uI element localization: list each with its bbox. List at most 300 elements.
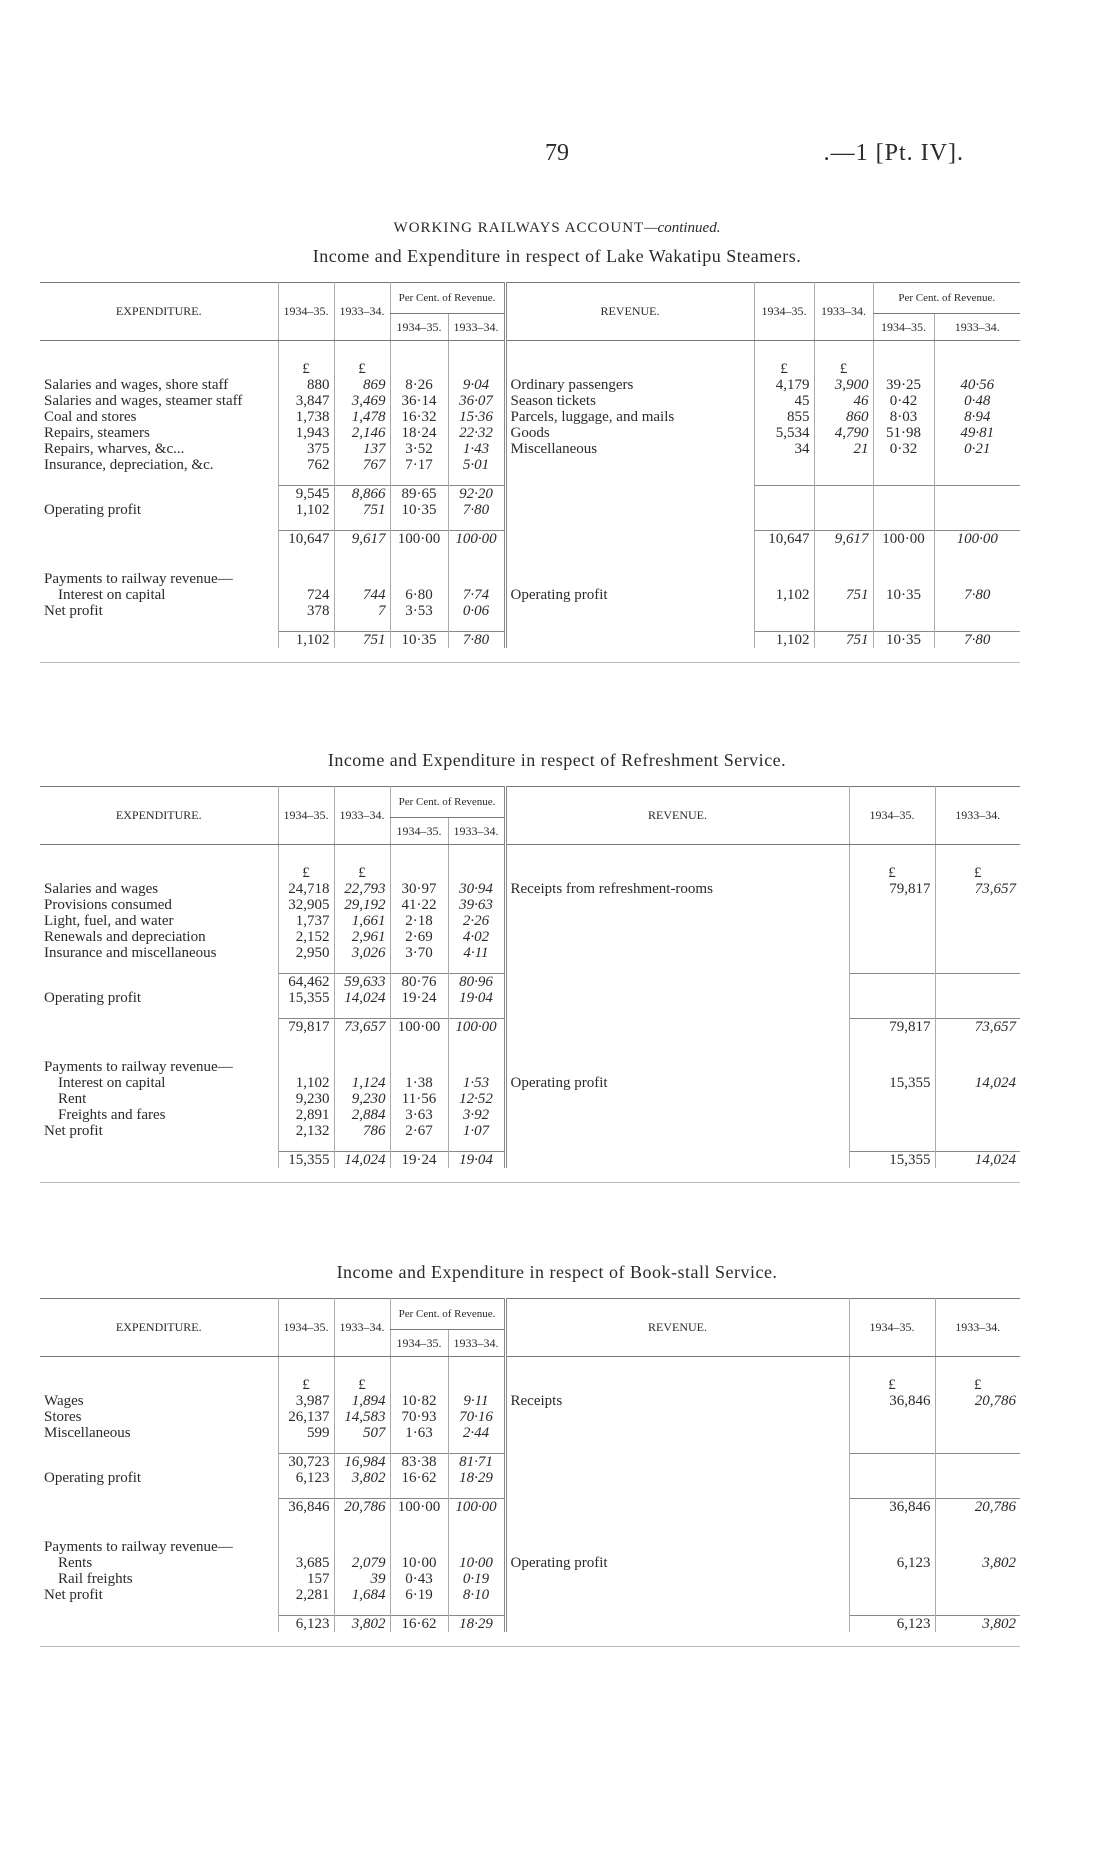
row-label: [505, 1499, 849, 1516]
row-label-text: Net profit: [44, 1587, 103, 1603]
total-pct-1934-35-value: 19·24: [401, 1152, 437, 1168]
row-label: [505, 1123, 849, 1139]
revenue-1933-34: [814, 518, 873, 531]
running-title-suffix: —continued.: [644, 220, 721, 236]
revenue-1934-35: [754, 587, 814, 603]
revenue-1934-35: [849, 1075, 935, 1091]
total-pct-1934-35-value: 100·00: [397, 531, 441, 547]
row-label: [40, 377, 278, 393]
amount-1933-34: [334, 929, 390, 945]
percent-1933-34: [448, 881, 505, 897]
header-year2: 1933–34.: [935, 787, 1020, 845]
percent-1933-34: [448, 1603, 505, 1616]
revenue-pct-1934-35-value: 0·42: [889, 393, 918, 409]
row-label-text: Wages: [44, 1393, 84, 1409]
percent-1934-35-value: 16·62: [401, 1470, 437, 1486]
total-1934-35: [278, 1616, 334, 1633]
section-title-book-stall: Income and Expenditure in respect of Book-stall Service.: [336, 1262, 778, 1282]
percent-1934-35-value: 3·70: [405, 945, 433, 961]
total-pct-1934-35: [390, 1616, 448, 1633]
row-label: [505, 619, 754, 632]
percent-1934-35: [390, 603, 448, 619]
header-per-cent: Per Cent. of Revenue.: [390, 1299, 505, 1330]
header-pc-year2: 1933–34.: [448, 1330, 505, 1357]
blank: [390, 1059, 448, 1075]
revenue-pct-1934-35: [873, 502, 934, 518]
revenue-1933-34: [935, 1515, 1020, 1527]
revenue-total-pct-1934-35: [873, 531, 934, 548]
revenue-pct-1933-34: [934, 603, 1020, 619]
amount-1933-34-value: 39: [370, 1571, 386, 1587]
revenue-total-1933-34: [814, 531, 873, 548]
row-label: [505, 1603, 849, 1616]
blank: [390, 865, 448, 881]
percent-1934-35: [390, 1587, 448, 1603]
row-label-text: Interest on capital: [58, 587, 166, 603]
table-row: [40, 1470, 1020, 1486]
amount-1934-35: [278, 1123, 334, 1139]
amount-1934-35: [278, 1555, 334, 1571]
table-row: [40, 1152, 1020, 1169]
percent-1933-34-value: 9·11: [463, 1393, 489, 1409]
row-label-text: Stores: [44, 1409, 82, 1425]
amount-1934-35: [278, 393, 334, 409]
percent-1934-35: [390, 929, 448, 945]
header-year1: 1934–35.: [849, 1299, 935, 1357]
row-label: [505, 1091, 849, 1107]
blank: [448, 1539, 505, 1555]
pound-sign: [278, 1377, 334, 1393]
revenue-1934-35-value: 1,102: [775, 587, 810, 603]
amount-1933-34: [334, 393, 390, 409]
percent-1934-35: [390, 377, 448, 393]
amount-1933-34-value: 1,124: [351, 1075, 386, 1091]
percent-1933-34: [448, 603, 505, 619]
percent-1934-35-value: 30·97: [401, 881, 437, 897]
revenue-pct-1933-34-value: 7·80: [964, 587, 991, 603]
row-label: [40, 1035, 278, 1047]
revenue-1934-35: [849, 913, 935, 929]
revenue-1934-35: [849, 961, 935, 974]
row-label: [40, 945, 278, 961]
row-label: [40, 1454, 278, 1471]
row-label: [40, 603, 278, 619]
percent-1933-34-value: 39·63: [459, 897, 493, 913]
percent-1933-34: [448, 990, 505, 1006]
total-pct-1933-34-value: 19·04: [459, 1152, 493, 1168]
amount-1933-34: [334, 1047, 390, 1059]
row-label-text: Operating profit: [510, 1075, 608, 1091]
revenue-1933-34: [935, 1555, 1020, 1571]
table-row: [40, 929, 1020, 945]
table-row: [40, 961, 1020, 974]
percent-1933-34-value: 0·06: [462, 603, 490, 619]
amount-1934-35: [278, 1409, 334, 1425]
row-label: [505, 881, 849, 897]
revenue-1933-34: [935, 1425, 1020, 1441]
amount-1934-35-value: 2,281: [295, 1587, 330, 1603]
percent-1933-34: [448, 1393, 505, 1409]
revenue-1934-35: [849, 1441, 935, 1454]
percent-1933-34: [448, 1587, 505, 1603]
amount-1933-34-value: 29,192: [344, 897, 386, 913]
amount-1933-34: [334, 897, 390, 913]
revenue-1934-35: [849, 1470, 935, 1486]
pound-sign-value: £: [888, 865, 896, 881]
revenue-pct-1934-35: [873, 547, 934, 559]
revenue-pct-1934-35-value: 39·25: [886, 377, 921, 393]
header-year2: 1933–34.: [334, 787, 390, 845]
row-label: [40, 1091, 278, 1107]
amount-1933-34: [334, 1515, 390, 1527]
total-1933-34-value: 14,024: [344, 1152, 386, 1168]
percent-1934-35: [390, 518, 448, 531]
revenue-pct-1933-34: [934, 393, 1020, 409]
percent-1933-34-value: 1·53: [462, 1075, 490, 1091]
revenue-total-1934-35: [849, 1019, 935, 1036]
row-label-text: Salaries and wages: [44, 881, 159, 897]
percent-1934-35-value: 70·93: [401, 1409, 437, 1425]
percent-1933-34: [448, 425, 505, 441]
total-pct-1933-34: [448, 1499, 505, 1516]
revenue-total-1933-34-value: 3,802: [982, 1616, 1016, 1632]
row-label-text: Season tickets: [510, 393, 596, 409]
revenue-1934-35: [849, 1059, 935, 1075]
amount-1934-35: [278, 1091, 334, 1107]
amount-1934-35-value: 24,718: [288, 881, 330, 897]
percent-1934-35-value: 11·56: [401, 1091, 437, 1107]
row-label: [505, 1107, 849, 1123]
total-1933-34: [334, 1019, 390, 1036]
revenue-pct-1934-35: [873, 441, 934, 457]
pound-sign-value: £: [302, 361, 310, 377]
table-row: [40, 990, 1020, 1006]
row-label-text: Rail freights: [58, 1571, 133, 1587]
percent-1933-34: [448, 1555, 505, 1571]
total-1934-35: [278, 632, 334, 649]
header-per-cent: Per Cent. of Revenue.: [873, 283, 1020, 314]
total-1933-34: [334, 1499, 390, 1516]
row-label-text: Miscellaneous: [44, 1425, 131, 1441]
percent-1934-35: [390, 974, 448, 991]
row-label: [40, 1377, 278, 1393]
row-label: [40, 1075, 278, 1091]
table-row: [40, 1603, 1020, 1616]
amount-1934-35-value: 375: [307, 441, 330, 457]
percent-1933-34-value: 15·36: [459, 409, 493, 425]
row-label-text: Net profit: [44, 1123, 103, 1139]
amount-1934-35: [278, 377, 334, 393]
total-1934-35-value: 79,817: [288, 1019, 330, 1035]
percent-1933-34-value: 4·11: [463, 945, 489, 961]
revenue-pct-1934-35: [873, 473, 934, 486]
amount-1933-34-value: 22,793: [344, 881, 386, 897]
header-year1: 1934–35.: [278, 1299, 334, 1357]
revenue-1934-35: [754, 559, 814, 571]
amount-1934-35-value: 724: [307, 587, 330, 603]
header-year2: 1933–34.: [814, 283, 873, 341]
revenue-pct-1934-35: [873, 603, 934, 619]
amount-1934-35-value: 1,102: [295, 502, 330, 518]
revenue-1933-34: [935, 961, 1020, 974]
amount-1934-35: [278, 1470, 334, 1486]
amount-1933-34: [334, 425, 390, 441]
row-label: [505, 1539, 849, 1555]
percent-1934-35-value: 1·63: [405, 1425, 433, 1441]
blank: [278, 1539, 334, 1555]
row-label: [40, 1152, 278, 1169]
amount-1933-34: [334, 1123, 390, 1139]
row-label: [40, 1059, 278, 1075]
revenue-pct-1934-35: [873, 486, 934, 503]
row-label-text: Rent: [58, 1091, 87, 1107]
blank: [278, 571, 334, 587]
amount-1934-35: [278, 961, 334, 974]
amount-1934-35: [278, 547, 334, 559]
row-label-text: Operating profit: [44, 990, 142, 1006]
percent-1934-35: [390, 881, 448, 897]
revenue-1933-34: [814, 377, 873, 393]
revenue-1933-34-value: 20,786: [974, 1393, 1016, 1409]
row-label: [40, 409, 278, 425]
total-1933-34-value: 73,657: [344, 1019, 386, 1035]
revenue-1933-34: [814, 457, 873, 473]
running-title: [0, 220, 1114, 237]
row-label-text: Provisions consumed: [44, 897, 172, 913]
revenue-total-1934-35: [849, 1616, 935, 1633]
percent-1933-34: [448, 1527, 505, 1539]
header-pc-year1: 1934–35.: [390, 1330, 448, 1357]
row-label-text: Miscellaneous: [510, 441, 598, 457]
pound-sign: [935, 1377, 1020, 1393]
total-pct-1933-34: [448, 1152, 505, 1169]
percent-1934-35: [390, 1123, 448, 1139]
amount-1933-34-value: 137: [363, 441, 386, 457]
revenue-1934-35: [754, 473, 814, 486]
revenue-1934-35: [754, 547, 814, 559]
percent-1933-34-value: 1·07: [462, 1123, 490, 1139]
percent-1933-34: [448, 897, 505, 913]
revenue-1934-35: [849, 1515, 935, 1527]
amount-1934-35-value: 378: [307, 603, 330, 619]
amount-1933-34-value: 869: [363, 377, 386, 393]
amount-1933-34-value: 2,961: [351, 929, 386, 945]
amount-1934-35-value: 3,685: [295, 1555, 330, 1571]
percent-1934-35: [390, 1515, 448, 1527]
table-row: [40, 619, 1020, 632]
revenue-total-1934-35: [754, 531, 814, 548]
amount-1933-34: [334, 587, 390, 603]
revenue-1934-35: [849, 1047, 935, 1059]
percent-1933-34: [448, 559, 505, 571]
revenue-total-1933-34-value: 14,024: [974, 1152, 1016, 1168]
amount-1934-35-value: 2,132: [295, 1123, 330, 1139]
revenue-1933-34: [935, 1035, 1020, 1047]
pound-sign: [814, 361, 873, 377]
table-row: [40, 441, 1020, 457]
row-label: [40, 518, 278, 531]
amount-1933-34-value: 14,583: [344, 1409, 386, 1425]
revenue-pct-1934-35: [873, 457, 934, 473]
row-label: [505, 945, 849, 961]
row-label-text: Ordinary passengers: [510, 377, 634, 393]
revenue-pct-1934-35: [873, 409, 934, 425]
amount-1933-34: [334, 473, 390, 486]
percent-1933-34: [448, 961, 505, 974]
table-row: [40, 361, 1020, 377]
revenue-1934-35-value: 45: [794, 393, 810, 409]
percent-1933-34: [448, 1425, 505, 1441]
revenue-pct-1933-34-value: 8·94: [964, 409, 991, 425]
row-label: [505, 913, 849, 929]
blank: [448, 571, 505, 587]
percent-1933-34: [448, 1441, 505, 1454]
row-label: [40, 1616, 278, 1633]
revenue-1934-35-value: 36,846: [889, 1393, 931, 1409]
blank: [334, 1539, 390, 1555]
percent-1934-35: [390, 945, 448, 961]
pound-sign-value: £: [780, 361, 788, 377]
header-revenue: REVENUE.: [505, 1299, 849, 1357]
amount-1933-34-value: 2,884: [351, 1107, 386, 1123]
percent-1934-35: [390, 1555, 448, 1571]
blank: [934, 361, 1020, 377]
row-label: [40, 1527, 278, 1539]
percent-1933-34: [448, 1075, 505, 1091]
row-label: [40, 1107, 278, 1123]
amount-1934-35-value: 32,905: [288, 897, 330, 913]
percent-1934-35: [390, 1470, 448, 1486]
revenue-1933-34: [935, 1470, 1020, 1486]
table-row: [40, 1035, 1020, 1047]
amount-1933-34: [334, 974, 390, 991]
percent-1934-35: [390, 425, 448, 441]
row-label: [40, 547, 278, 559]
amount-1933-34: [334, 881, 390, 897]
revenue-pct-1933-34: [934, 425, 1020, 441]
row-label: [505, 1587, 849, 1603]
revenue-1934-35: [849, 1539, 935, 1555]
blank: [334, 571, 390, 587]
percent-1934-35-value: 19·24: [401, 990, 437, 1006]
row-label: [40, 1571, 278, 1587]
amount-1933-34-value: 744: [363, 587, 386, 603]
amount-1933-34: [334, 1587, 390, 1603]
percent-1933-34: [448, 547, 505, 559]
pound-sign-value: £: [358, 865, 366, 881]
row-label: [40, 865, 278, 881]
amount-1934-35-value: 599: [307, 1425, 330, 1441]
pound-sign-value: £: [302, 865, 310, 881]
amount-1934-35-value: 1,943: [295, 425, 330, 441]
revenue-1934-35: [849, 990, 935, 1006]
revenue-total-1934-35-value: 6,123: [896, 1616, 931, 1632]
percent-1933-34: [448, 409, 505, 425]
blank: [448, 1377, 505, 1393]
revenue-1933-34: [935, 1059, 1020, 1075]
percent-1933-34: [448, 1035, 505, 1047]
revenue-1933-34: [935, 945, 1020, 961]
total-1934-35: [278, 1499, 334, 1516]
row-label: [40, 1515, 278, 1527]
amount-1933-34: [334, 1454, 390, 1471]
row-label: [40, 587, 278, 603]
row-label: [40, 1006, 278, 1019]
amount-1933-34: [334, 559, 390, 571]
percent-1933-34: [448, 945, 505, 961]
amount-1933-34: [334, 377, 390, 393]
amount-1933-34: [334, 1006, 390, 1019]
amount-1934-35: [278, 1486, 334, 1499]
revenue-pct-1933-34: [934, 547, 1020, 559]
revenue-total-1933-34: [935, 1616, 1020, 1633]
subtotal-value: 92·20: [459, 486, 493, 502]
revenue-1933-34: [814, 587, 873, 603]
percent-1933-34: [448, 457, 505, 473]
row-label: [40, 1499, 278, 1516]
revenue-1934-35-value: 5,534: [775, 425, 810, 441]
total-1933-34-value: 20,786: [344, 1499, 386, 1515]
amount-1933-34: [334, 518, 390, 531]
amount-1934-35: [278, 1527, 334, 1539]
revenue-1934-35: [754, 393, 814, 409]
header-expenditure: EXPENDITURE.: [40, 1299, 278, 1357]
percent-1934-35-value: 36·14: [401, 393, 437, 409]
pound-sign: [278, 361, 334, 377]
revenue-1934-35: [849, 1107, 935, 1123]
percent-1934-35-value: 2·18: [405, 913, 433, 929]
revenue-1934-35-value: 15,355: [889, 1075, 931, 1091]
table-row: [40, 1616, 1020, 1633]
amount-1933-34: [334, 1425, 390, 1441]
percent-1934-35-value: 7·17: [405, 457, 433, 473]
table-row: [40, 1377, 1020, 1393]
header-year1: 1934–35.: [278, 283, 334, 341]
amount-1933-34-value: 3,802: [351, 1470, 386, 1486]
row-label: [40, 1470, 278, 1486]
percent-1933-34-value: 7·80: [462, 502, 490, 518]
amount-1934-35: [278, 1006, 334, 1019]
revenue-1934-35: [849, 1486, 935, 1499]
total-1933-34-value: 751: [363, 632, 386, 648]
amount-1934-35: [278, 473, 334, 486]
revenue-1933-34-value: 73,657: [974, 881, 1016, 897]
revenue-total-1934-35-value: 15,355: [889, 1152, 931, 1168]
row-label: [40, 990, 278, 1006]
percent-1933-34: [448, 974, 505, 991]
amount-1934-35-value: 6,123: [295, 1470, 330, 1486]
subtotal-value: 80·76: [401, 974, 437, 990]
revenue-1933-34: [935, 1527, 1020, 1539]
amount-1933-34-value: 3,026: [351, 945, 386, 961]
amount-1933-34: [334, 990, 390, 1006]
row-label: [505, 531, 754, 548]
row-label: [40, 1603, 278, 1616]
amount-1934-35-value: 1,738: [295, 409, 330, 425]
row-label: [505, 1152, 849, 1169]
total-1934-35-value: 10,647: [288, 531, 330, 547]
percent-1933-34: [448, 929, 505, 945]
header-year1: 1934–35.: [278, 787, 334, 845]
percent-1933-34-value: 5·01: [462, 457, 490, 473]
percent-1933-34: [448, 1139, 505, 1152]
percent-1933-34-value: 1·43: [462, 441, 490, 457]
amount-1933-34: [334, 1571, 390, 1587]
revenue-1934-35: [849, 1091, 935, 1107]
revenue-1933-34: [814, 603, 873, 619]
blank: [873, 361, 934, 377]
amount-1934-35: [278, 1454, 334, 1471]
